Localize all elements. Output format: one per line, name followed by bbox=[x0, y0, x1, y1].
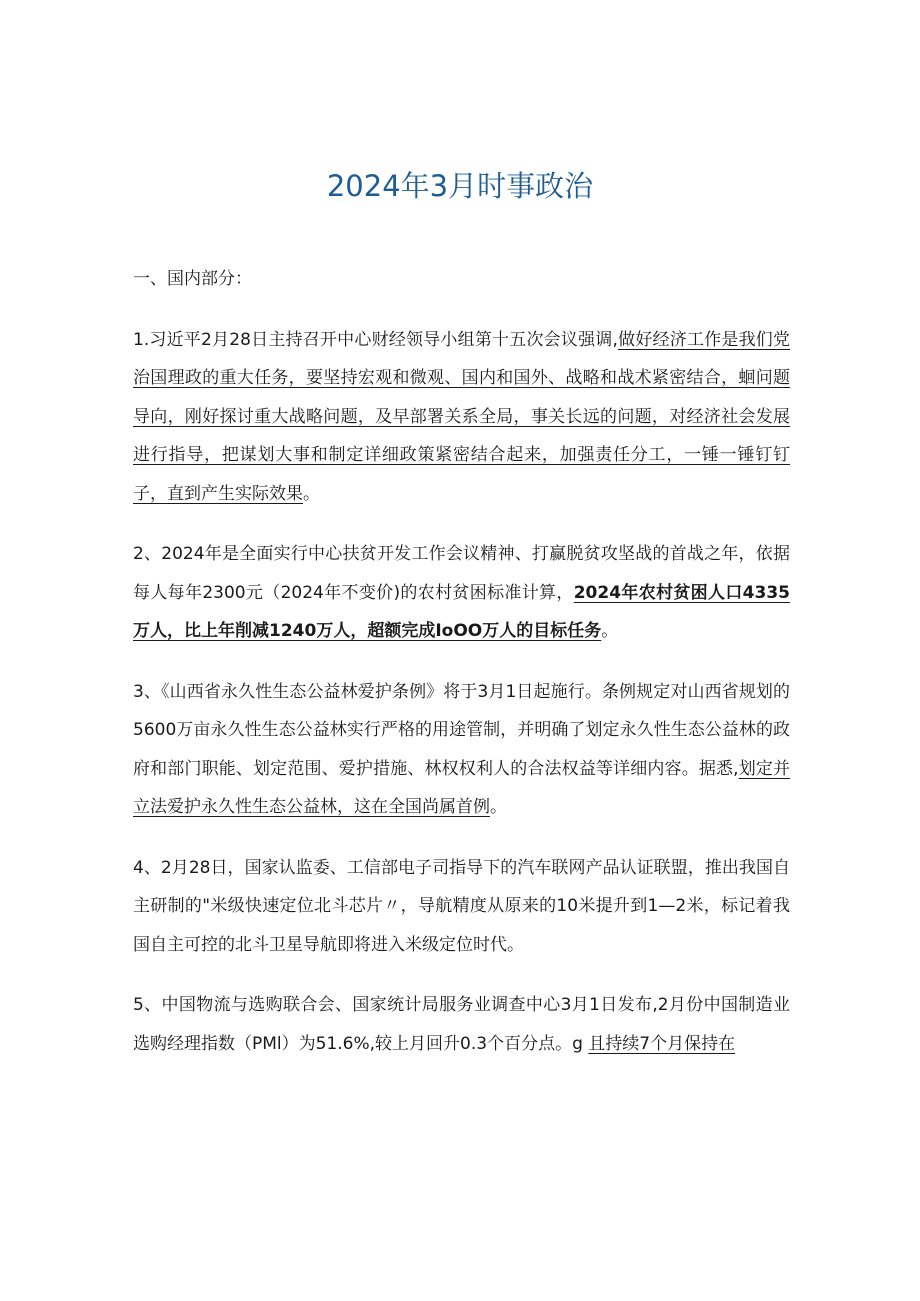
paragraph-item-5 bbox=[133, 986, 790, 1063]
paragraph-item-4 bbox=[133, 849, 790, 965]
item-1-underlined-text: 做好经济工作是我们党治国理政的重大任务，要坚持宏观和微观、国内和国外、战略和战术紧密结合，蛔问题导向，刚好探讨重大战略问题，及早部署关系全局，事关长远的问题，对经济社会发展进行指导，把谋划大事和制定详细政策紧密结合起来，加强责任分工，一锤一锤钉钉子，直到产生实际效果 bbox=[133, 329, 791, 504]
paragraph-item-3 bbox=[133, 673, 790, 827]
item-3-text: 3、《山西省永久性生态公益林爱护条例》将于3月1日起施行。条例规定对山西省规划的5600万亩永久性生态公益林实行严格的用途管制，并明确了划定永久性生态公益林的政府和部门职能、划定范围、爱护措施、林权权利人的合法权益等详细内容。据悉, bbox=[133, 681, 790, 779]
item-2-text: 2、2024年是全面实行中心扶贫开发工作会议精神、打赢脱贫攻坚战的首战之年，依据每人每年2300元（2024年不变价)的农村贫困标准计算， bbox=[133, 544, 790, 603]
section-heading: 一、国内部分： bbox=[133, 269, 252, 289]
item-3-underlined-text: 划定并立法爱护永久性生态公益林，这在全国尚属首例 bbox=[133, 758, 791, 817]
document-body bbox=[133, 260, 790, 1085]
item-1-text: 1.习近平2月28日主持召开中心财经领导小组第十五次会议强调, bbox=[133, 329, 618, 350]
item-5-text: 5、中国物流与选购联合会、国家统计局服务业调查中心3月1日发布,2月份中国制造业选购经理指数（PMl）为51.6%,较上月回升0.3个百分点。g bbox=[133, 995, 790, 1054]
item-2-underlined-text: 2024年农村贫困人口4335万人，比上年削减1240万人，超额完成IoOO万人的目标任务 bbox=[133, 582, 790, 641]
item-1-end: 。 bbox=[303, 483, 320, 504]
item-3-end: 。 bbox=[490, 797, 507, 817]
item-2-end: 。 bbox=[601, 621, 619, 641]
paragraph-item-1 bbox=[133, 321, 790, 514]
paragraph-item-2 bbox=[133, 535, 790, 651]
item-4-text: 4、2月28日，国家认监委、工信部电子司指导下的汽车联网产品认证联盟，推出我国自主研制的"米级快速定位北斗芯片〃，导航精度从原来的10米提升到1—2米，标记着我国自主可控的北斗卫星导航即将进入米级定位时代。 bbox=[133, 857, 790, 955]
document-title: 2024年3月时事政治 bbox=[326, 169, 594, 203]
item-5-underlined-text: 且持续7个月保持在 bbox=[588, 1033, 736, 1054]
